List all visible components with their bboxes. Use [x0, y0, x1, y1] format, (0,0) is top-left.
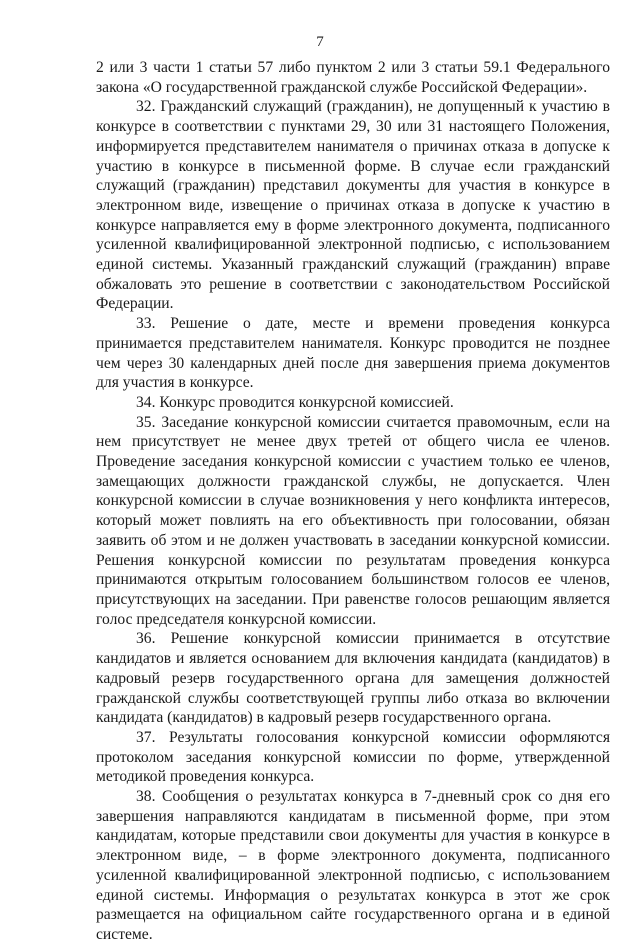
- paragraph-34: 34. Конкурс проводится конкурсной комиссией.: [136, 393, 454, 411]
- paragraph-38: 38. Сообщения о результатах конкурса в 7-дневный срок со дня его завершения направляются кандидатам в письменной форме, при этом кандидатам, которые представили свои документы для участия в конкурсе в электронном виде, – в форме электронного документа, подписанного усиленной квалифицированной электронной подписью, с использованием единой системы. Информация о результатах конкурса в этот же срок размещается на официальном сайте государственного органа и в единой системе.: [96, 788, 610, 943]
- paragraph-35: 35. Заседание конкурсной комиссии считается правомочным, если на нем присутствует не менее двух третей от общего числа ее членов. Проведение заседания конкурсной комиссии с участием только ее членов, замещающих должности гражданской службы, не допускается. Член конкурсной комиссии в случае возникновения у него конфликта интересов, который может повлиять на его объективность при голосовании, обязан заявить об этом и не должен участвовать в заседании конкурсной комиссии. Решения конкурсной комиссии по результатам проведения конкурса принимаются открытым голосованием большинством голосов ее членов, присутствующих на заседании. При равенстве голосов решающим является голос председателя конкурсной комиссии.: [96, 413, 610, 628]
- paragraph-36: 36. Решение конкурсной комиссии принимается в отсутствие кандидатов и является основанием для включения кандидата (кандидатов) в кадровый резерв государственного органа для замещения должностей гражданской службы соответствующей группы либо отказа во включении кандидата (кандидатов) в кадровый резерв государственного органа.: [96, 630, 610, 727]
- paragraph-37: 37. Результаты голосования конкурсной комиссии оформляются протоколом заседания конкурсной комиссии по форме, утвержденной методикой проведения конкурса.: [96, 728, 610, 786]
- paragraph-continuation: 2 или 3 части 1 статьи 57 либо пунктом 2 или 3 статьи 59.1 Федерального закона «О государственной гражданской службе Российской Федерации».: [96, 59, 610, 96]
- paragraph-32: 32. Гражданский служащий (гражданин), не допущенный к участию в конкурсе в соответствии с пунктами 29, 30 или 31 настоящего Положения, информируется представителем нанимателя о причинах отказа в допуске к участию в конкурсе в письменной форме. В случае если гражданский служащий (гражданин) представил документы для участия в конкурсе в электронном виде, извещение о причинах отказа в допуске к участию в конкурсе направляется ему в форме электронного документа, подписанного усиленной квалифицированной электронной подписью, с использованием единой системы. Указанный гражданский служащий (гражданин) вправе обжаловать это решение в соответствии с законодательством Российской Федерации.: [96, 98, 610, 313]
- page-number: 7: [316, 34, 324, 50]
- paragraph-33: 33. Решение о дате, месте и времени проведения конкурса принимается представителем нанимателя. Конкурс проводится не позднее чем через 30 календарных дней после дня завершения приема документов для участия в конкурсе.: [96, 315, 610, 392]
- document-body: [96, 58, 610, 945]
